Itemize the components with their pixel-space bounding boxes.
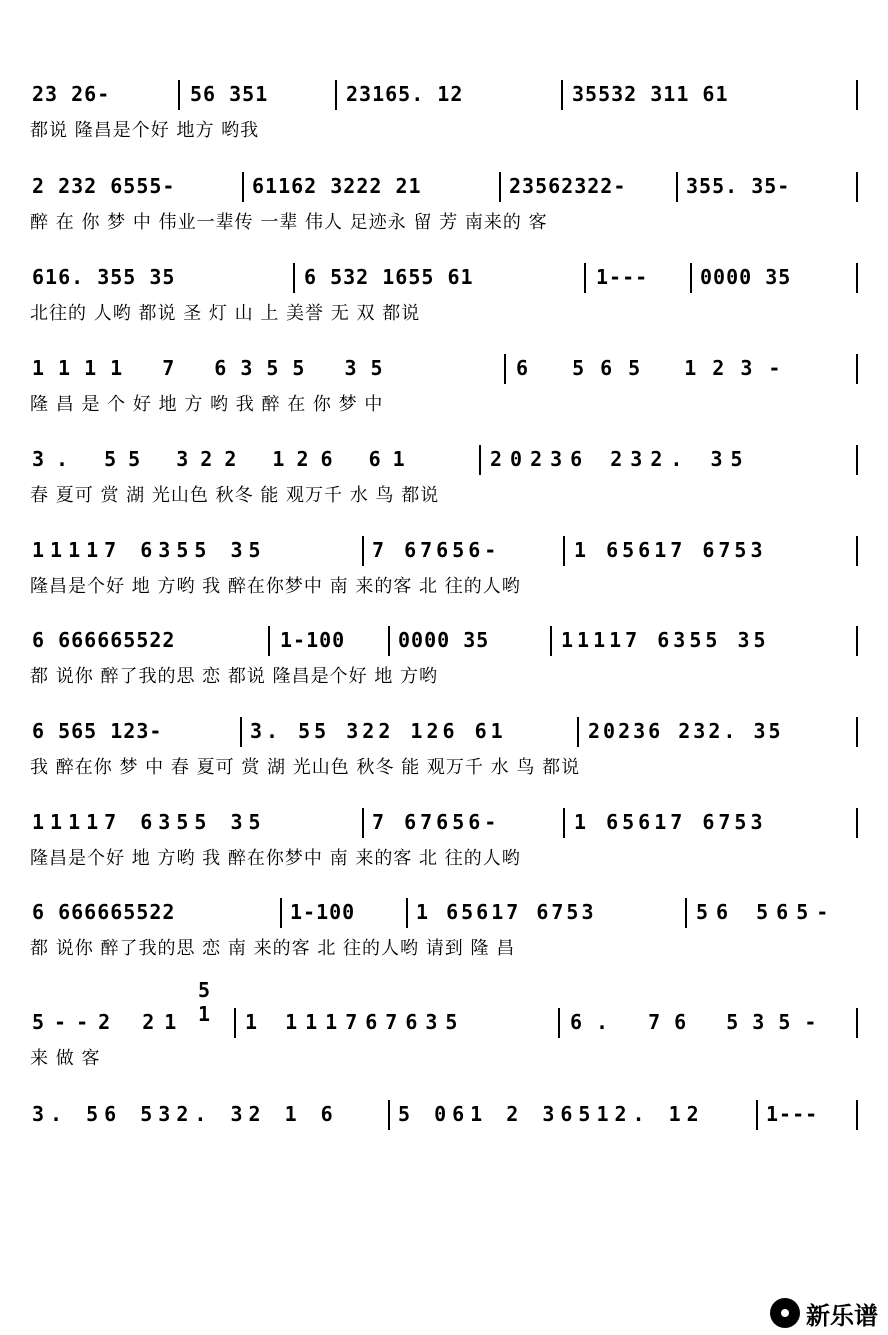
notation-line — [0, 78, 888, 110]
measure: 1-100 — [280, 628, 346, 652]
score-system — [0, 78, 888, 158]
measure: 0000 35 — [398, 628, 490, 652]
barline — [550, 626, 552, 656]
score-system — [0, 624, 888, 704]
measure: 1--- — [596, 265, 649, 289]
barline — [856, 172, 858, 202]
measure: 6 666665522 — [32, 900, 176, 924]
measure: 35532 311 61 — [572, 82, 729, 106]
measure: 616. 355 35 — [32, 265, 176, 289]
barline — [362, 536, 364, 566]
watermark-label: 新乐谱 — [806, 1301, 878, 1330]
lyrics-line: 北往的 人哟 都说 圣 灯 山 上 美誉 无 双 都说 — [30, 303, 421, 324]
barline — [584, 263, 586, 293]
barline — [685, 898, 687, 928]
measure: 355. 35- — [686, 174, 791, 198]
barline — [856, 1100, 858, 1130]
measure: 6 565 123- — [32, 719, 163, 743]
score-system — [0, 352, 888, 432]
notation-line — [0, 1098, 888, 1130]
measure: 1 65617 6753 — [574, 538, 767, 562]
score-system — [0, 443, 888, 523]
barline — [388, 1100, 390, 1130]
measure: 23562322- — [509, 174, 627, 198]
measure: 20236 232. 35 — [588, 719, 784, 743]
barline — [234, 1008, 236, 1038]
score-system — [0, 261, 888, 341]
measure: 11117 6355 35 — [561, 628, 770, 652]
score-system — [0, 896, 888, 976]
notation-line — [0, 715, 888, 747]
stacked-notes: 5 1 — [198, 978, 231, 1026]
measure: 11117 6355 35 — [32, 810, 267, 834]
score-system — [0, 978, 888, 1070]
score-system — [0, 1098, 888, 1178]
notation-line — [0, 352, 888, 384]
notation-line — [0, 170, 888, 202]
barline — [268, 626, 270, 656]
measure: 3. 55 322 126 61 — [32, 447, 417, 471]
lyrics-line: 醉 在 你 梦 中 伟业一辈传 一辈 伟人 足迹永 留 芳 南来的 客 — [30, 212, 548, 233]
notation-line — [0, 443, 888, 475]
measure: 11117 6355 35 — [32, 538, 267, 562]
barline — [293, 263, 295, 293]
lyrics-line: 隆昌是个好 地 方哟 我 醉在你梦中 南 来的客 北 往的人哟 — [30, 848, 521, 869]
measure: 2 232 6555- — [32, 174, 176, 198]
barline — [856, 536, 858, 566]
barline — [756, 1100, 758, 1130]
barline — [856, 354, 858, 384]
lyrics-line: 隆昌是个好 地 方哟 我 醉在你梦中 南 来的客 北 往的人哟 — [30, 576, 521, 597]
barline — [335, 80, 337, 110]
measure: 1 65617 6753 — [416, 900, 597, 924]
measure: 3. 56 532. 32 1 6 — [32, 1102, 339, 1126]
vinyl-record-icon — [770, 1298, 800, 1328]
barline — [178, 80, 180, 110]
measure: 1 65617 6753 — [574, 810, 767, 834]
barline — [388, 626, 390, 656]
lyrics-line: 都 说你 醉了我的思 恋 都说 隆昌是个好 地 方哟 — [30, 666, 439, 687]
lyrics-line: 都 说你 醉了我的思 恋 南 来的客 北 往的人哟 请到 隆 昌 — [30, 938, 516, 959]
lyrics-line — [30, 1138, 860, 1164]
lyrics-line: 来 做 客 — [30, 1048, 101, 1069]
measure: 1 111767635 — [245, 1010, 466, 1034]
barline — [856, 263, 858, 293]
notation-line — [0, 624, 888, 656]
notation-line — [0, 1006, 888, 1038]
barline — [280, 898, 282, 928]
lyrics-line: 都说 隆昌是个好 地方 哟我 — [30, 120, 260, 141]
barline — [856, 1008, 858, 1038]
lyrics-line: 隆 昌 是 个 好 地 方 哟 我 醉 在 你 梦 中 — [30, 394, 384, 415]
barline — [561, 80, 563, 110]
barline — [676, 172, 678, 202]
barline — [856, 445, 858, 475]
measure: 6. 76 535- — [570, 1010, 831, 1034]
measure: 1--- — [766, 1102, 819, 1126]
score-system — [0, 715, 888, 795]
score-system — [0, 170, 888, 250]
measure: 23 26- — [32, 82, 111, 106]
measure: 3. 55 322 126 61 — [250, 719, 507, 743]
barline — [558, 1008, 560, 1038]
barline — [563, 808, 565, 838]
notation-line — [0, 261, 888, 293]
barline — [690, 263, 692, 293]
notation-line — [0, 806, 888, 838]
barline — [240, 717, 242, 747]
measure: 20236 232. 35 — [490, 447, 751, 471]
measure: 6 565 123- — [516, 356, 797, 380]
barline — [577, 717, 579, 747]
barline — [856, 717, 858, 747]
measure: 5--2 21 — [32, 1010, 187, 1034]
lyrics-line: 我 醉在你 梦 中 春 夏可 赏 湖 光山色 秋冬 能 观万千 水 鸟 都说 — [30, 757, 581, 778]
barline — [242, 172, 244, 202]
score-system — [0, 534, 888, 614]
barline — [479, 445, 481, 475]
site-watermark — [770, 1295, 878, 1331]
barline — [504, 354, 506, 384]
measure: 61162 3222 21 — [252, 174, 422, 198]
measure: 1111 7 6355 35 — [32, 356, 397, 380]
measure: 1-100 — [290, 900, 356, 924]
measure: 6 666665522 — [32, 628, 176, 652]
measure: 7 67656- — [372, 538, 501, 562]
barline — [856, 626, 858, 656]
barline — [406, 898, 408, 928]
notation-line — [0, 534, 888, 566]
measure: 56 565- — [696, 900, 837, 924]
measure: 0000 35 — [700, 265, 792, 289]
measure: 5 061 2 36512. 12 — [398, 1102, 705, 1126]
measure: 56 351 — [190, 82, 269, 106]
barline — [563, 536, 565, 566]
notation-line — [0, 896, 888, 928]
barline — [362, 808, 364, 838]
lyrics-line: 春 夏可 赏 湖 光山色 秋冬 能 观万千 水 鸟 都说 — [30, 485, 440, 506]
measure: 6 532 1655 61 — [304, 265, 474, 289]
barline — [499, 172, 501, 202]
measure: 7 67656- — [372, 810, 501, 834]
score-system — [0, 806, 888, 886]
barline — [856, 80, 858, 110]
barline — [856, 808, 858, 838]
measure: 23165. 12 — [346, 82, 464, 106]
